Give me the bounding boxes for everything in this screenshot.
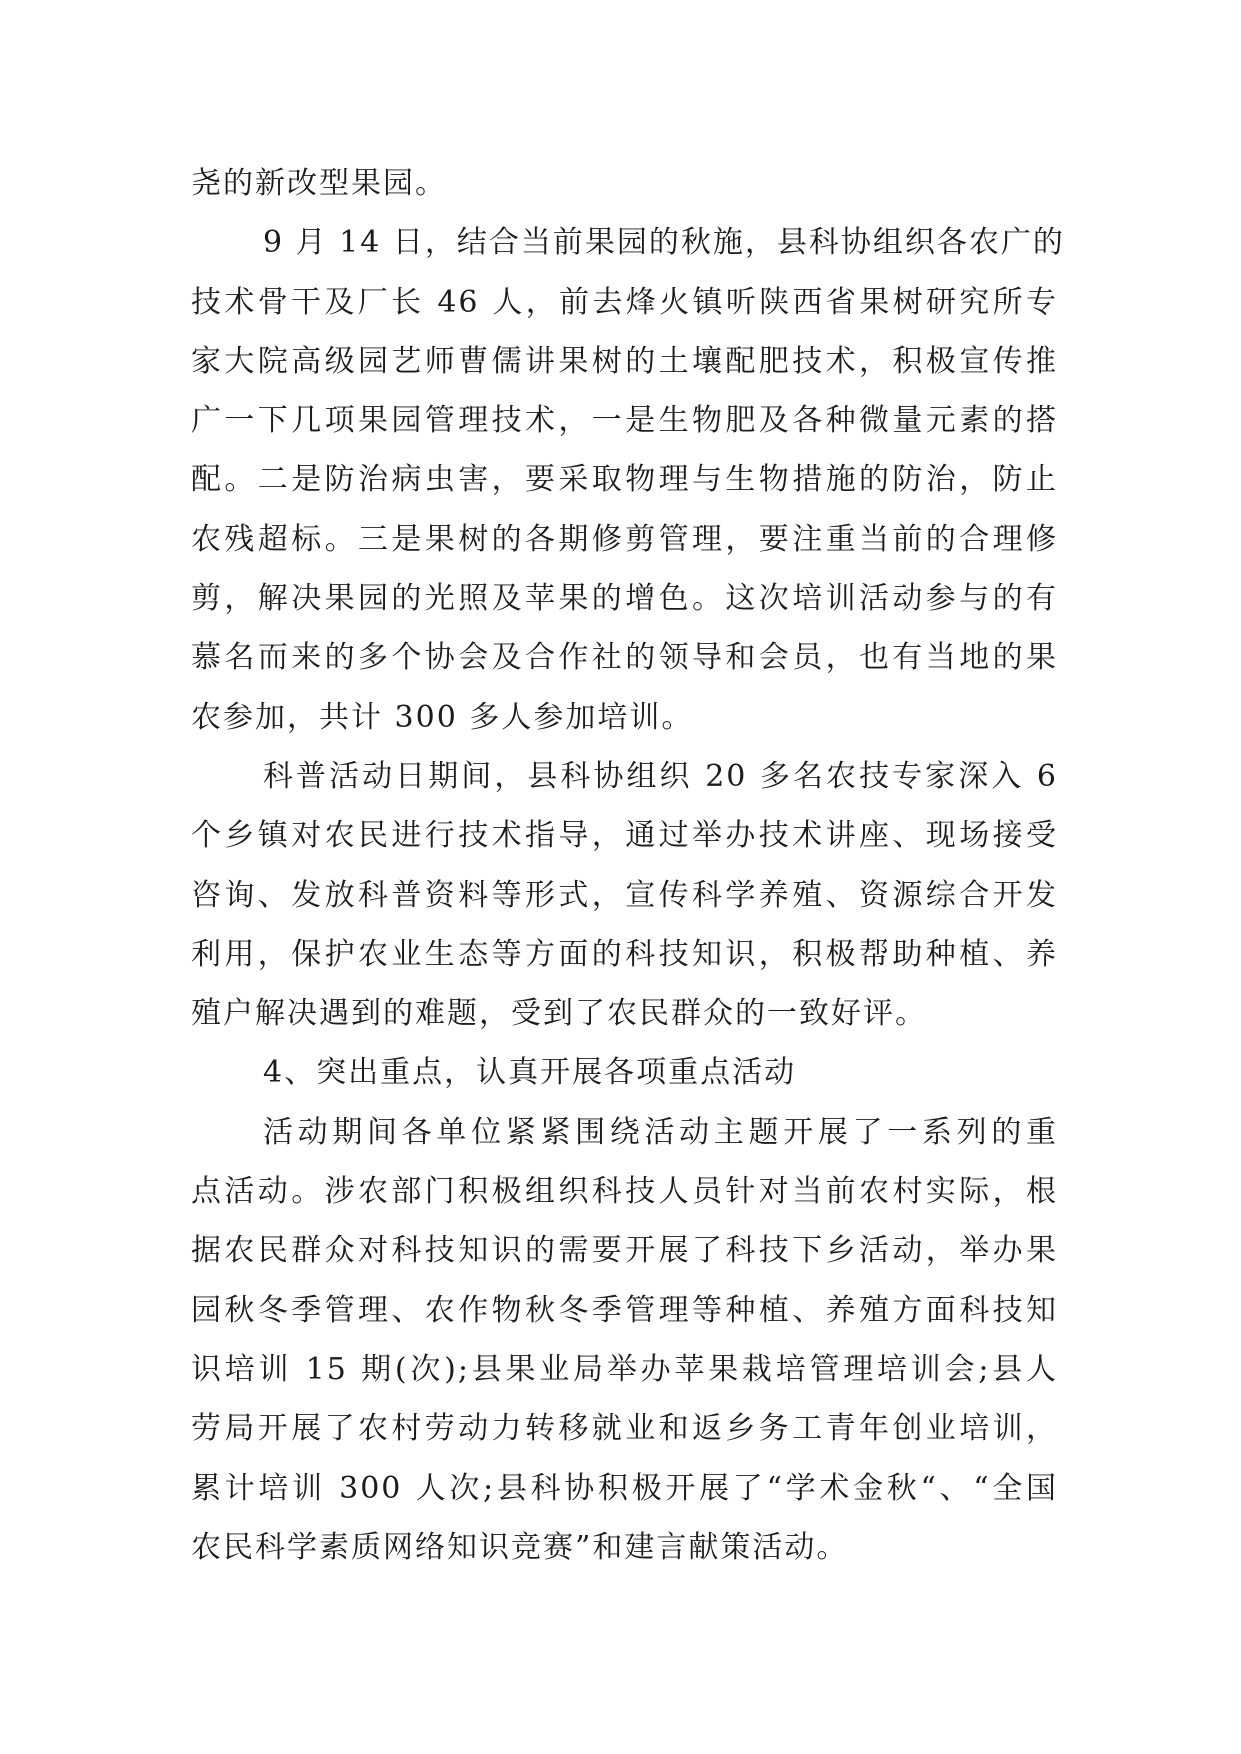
paragraph-first-line: 9 月 14 日，结合当前果园的秋施，县科协组织各农广的 — [263, 225, 1065, 261]
text-line: 农残超标。三是果树的各期修剪管理，要注重当前的合理修 — [191, 521, 1058, 557]
text-line: 个乡镇对农民进行技术指导，通过举办技术讲座、现场接受 — [191, 818, 1058, 854]
text-line: 广一下几项果园管理技术，一是生物肥及各种微量元素的搭 — [191, 403, 1058, 439]
text-line: 慕名而来的多个协会及合作社的领导和会员，也有当地的果 — [191, 640, 1058, 676]
paragraph-first-line: 科普活动日期间，县科协组织 20 多名农技专家深入 6 — [263, 758, 1058, 794]
text-line: 据农民群众对科技知识的需要开展了科技下乡活动，举办果 — [191, 1233, 1058, 1269]
text-line: 殖户解决遇到的难题，受到了农民群众的一致好评。 — [191, 996, 927, 1032]
text-line: 配。二是防治病虫害，要采取物理与生物措施的防治，防止 — [191, 462, 1058, 498]
text-line: 家大院高级园艺师曹儒讲果树的土壤配肥技术，积极宣传推 — [191, 343, 1058, 379]
text-line: 技术骨干及厂长 46 人，前去烽火镇听陕西省果树研究所专 — [191, 284, 1058, 320]
body-text — [191, 154, 1065, 1577]
text-line: 利用，保护农业生态等方面的科技知识，积极帮助种植、养 — [191, 936, 1058, 972]
paragraph-first-line: 活动期间各单位紧紧围绕活动主题开展了一系列的重 — [263, 1114, 1058, 1150]
text-line: 识培训 15 期(次);县果业局举办苹果栽培管理培训会;县人 — [191, 1351, 1058, 1387]
text-line: 农民科学素质网络知识竞赛”和建言献策活动。 — [191, 1529, 849, 1565]
section-heading: 4、突出重点，认真开展各项重点活动 — [263, 1055, 797, 1091]
text-line: 点活动。涉农部门积极组织科技人员针对当前农村实际，根 — [191, 1174, 1058, 1210]
text-line: 剪，解决果园的光照及苹果的增色。这次培训活动参与的有 — [191, 581, 1058, 617]
text-line: 园秋冬季管理、农作物秋冬季管理等种植、养殖方面科技知 — [191, 1292, 1058, 1328]
text-line: 农参加，共计 300 多人参加培训。 — [191, 699, 694, 735]
text-line: 劳局开展了农村劳动力转移就业和返乡务工青年创业培训， — [191, 1411, 1058, 1447]
text-line: 咨询、发放科普资料等形式，宣传科学养殖、资源综合开发 — [191, 877, 1058, 913]
text-line: 累计培训 300 人次;县科协积极开展了“学术金秋“、“全国 — [191, 1470, 1058, 1506]
text-line: 尧的新改型果园。 — [191, 166, 447, 201]
